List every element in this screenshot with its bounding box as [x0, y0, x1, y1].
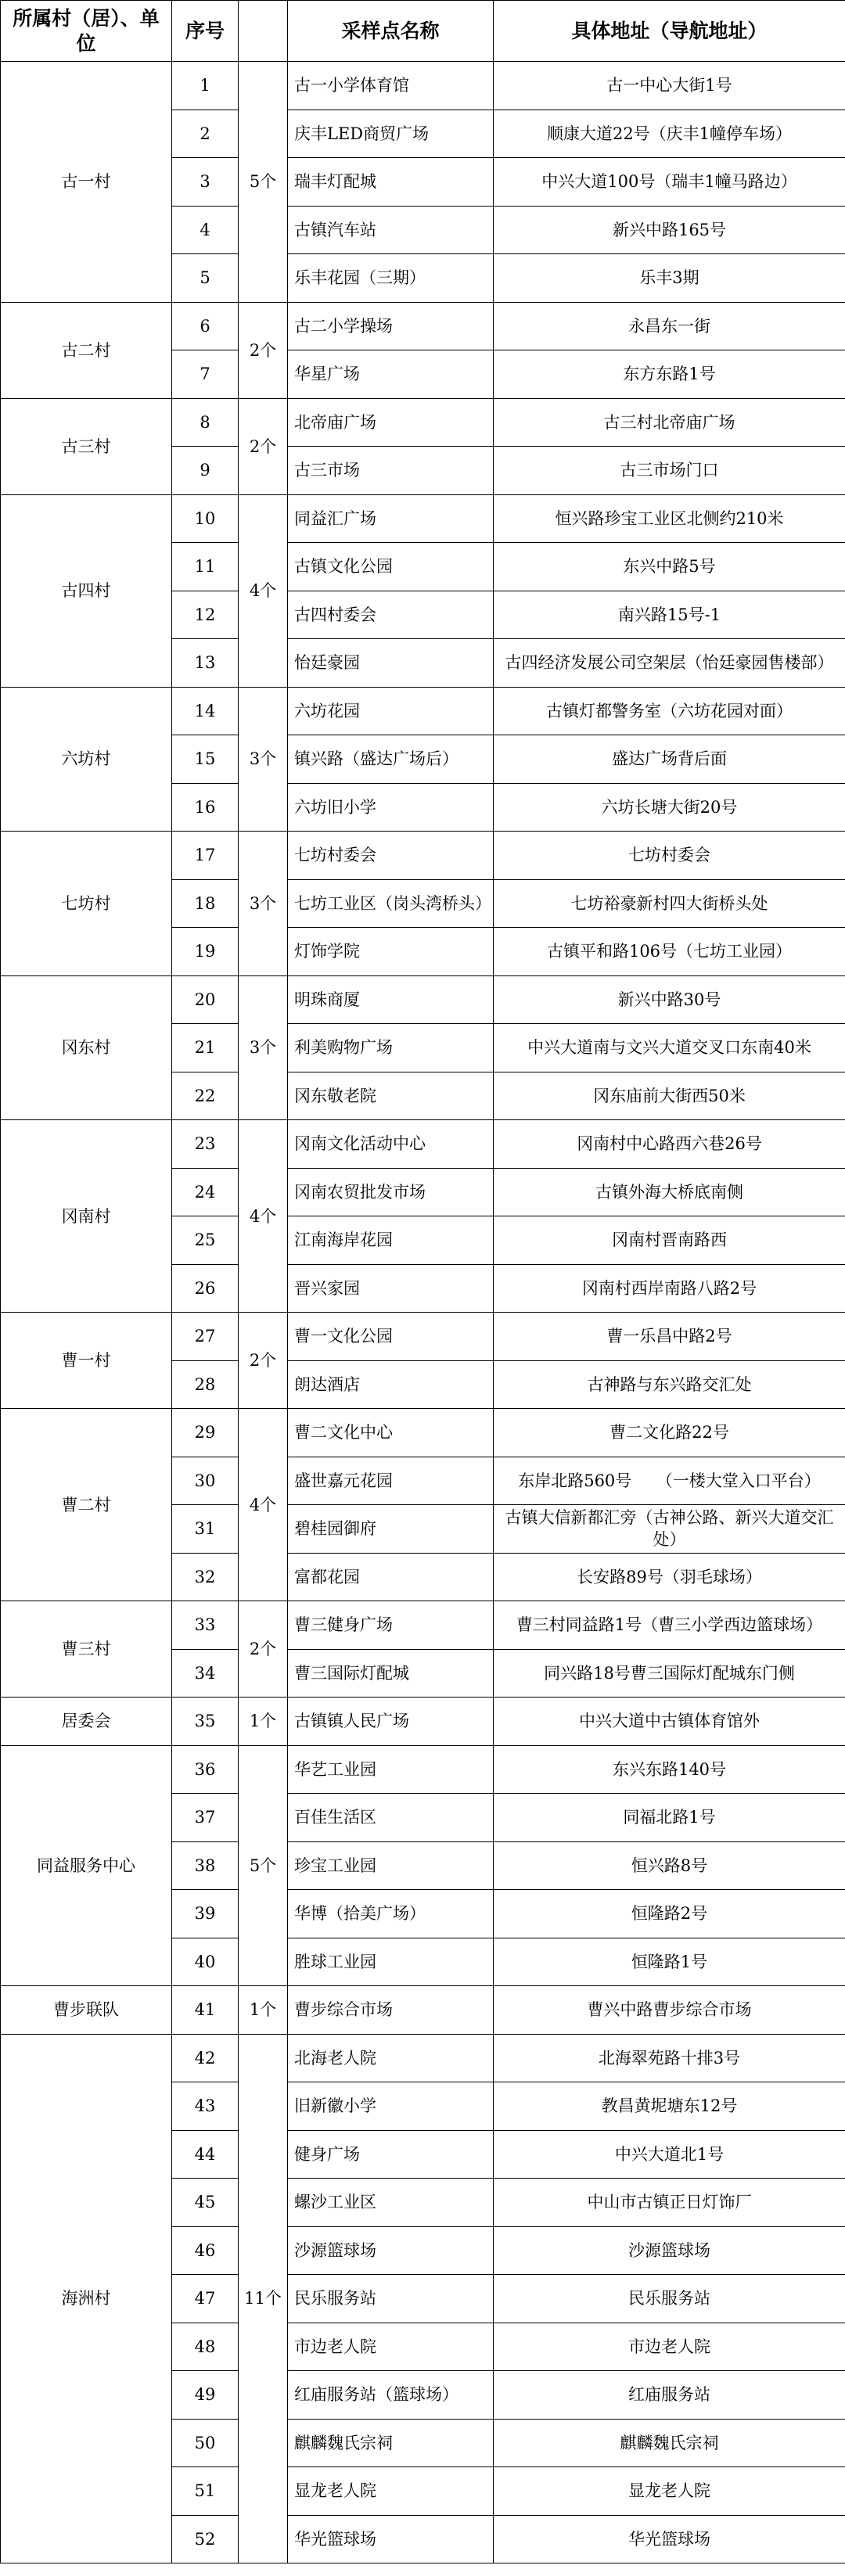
site-name-cell: 华星广场 [288, 350, 494, 399]
site-name-cell: 华博（拾美广场） [288, 1890, 494, 1938]
address-cell: 同兴路18号曹三国际灯配城东门侧 [494, 1649, 845, 1698]
site-count-cell: 2个 [239, 1601, 288, 1698]
address-cell: 顺康大道22号（庆丰1幢停车场） [494, 110, 845, 158]
address-cell: 冈南村晋南路西 [494, 1216, 845, 1265]
seq-cell: 36 [172, 1745, 239, 1794]
address-cell: 古四经济发展公司空架层（怡廷豪园售楼部） [494, 639, 845, 688]
table-row [1, 687, 845, 735]
village-cell: 古二村 [1, 302, 172, 398]
address-cell: 新兴中路165号 [494, 206, 845, 254]
seq-cell: 26 [172, 1264, 239, 1313]
table-row [1, 302, 845, 350]
header-address: 具体地址（导航地址） [494, 1, 845, 62]
seq-cell: 41 [172, 1986, 239, 2035]
site-name-cell: 胜球工业园 [288, 1938, 494, 1986]
address-cell: 曹兴中路曹步综合市场 [494, 1986, 845, 2035]
site-name-cell: 百佳生活区 [288, 1794, 494, 1842]
seq-cell: 35 [172, 1698, 239, 1746]
site-name-cell: 民乐服务站 [288, 2275, 494, 2323]
site-name-cell: 曹二文化中心 [288, 1409, 494, 1457]
address-cell: 古镇灯都警务室（六坊花园对面） [494, 687, 845, 735]
site-name-cell: 盛世嘉元花园 [288, 1457, 494, 1505]
site-name-cell: 市边老人院 [288, 2323, 494, 2371]
site-count-cell: 1个 [239, 1986, 288, 2035]
site-count-cell: 1个 [239, 1698, 288, 1746]
site-name-cell: 瑞丰灯配城 [288, 158, 494, 207]
table-row [1, 398, 845, 447]
header-count [239, 1, 288, 62]
seq-cell: 11 [172, 543, 239, 591]
site-name-cell: 冈东敬老院 [288, 1072, 494, 1120]
seq-cell: 38 [172, 1841, 239, 1890]
address-cell: 同福北路1号 [494, 1794, 845, 1842]
seq-cell: 10 [172, 494, 239, 543]
seq-cell: 37 [172, 1794, 239, 1842]
site-name-cell: 同益汇广场 [288, 494, 494, 543]
site-count-cell: 2个 [239, 302, 288, 398]
site-name-cell: 晋兴家园 [288, 1264, 494, 1313]
site-name-cell: 古镇镇人民广场 [288, 1698, 494, 1746]
site-name-cell: 北帝庙广场 [288, 398, 494, 447]
address-cell: 新兴中路30号 [494, 975, 845, 1024]
site-name-cell: 红庙服务站（篮球场） [288, 2371, 494, 2420]
seq-cell: 4 [172, 206, 239, 254]
address-cell: 麒麟魏氏宗祠 [494, 2419, 845, 2467]
address-cell: 沙源篮球场 [494, 2226, 845, 2275]
address-cell: 中兴大道南与文兴大道交叉口东南40米 [494, 1024, 845, 1072]
site-count-cell: 3个 [239, 832, 288, 976]
address-cell: 古镇大信新都汇旁（古神公路、新兴大道交汇处） [494, 1505, 845, 1554]
site-name-cell: 曹一文化公园 [288, 1313, 494, 1361]
site-name-cell: 怡廷豪园 [288, 639, 494, 688]
site-name-cell: 朗达酒店 [288, 1360, 494, 1409]
seq-cell: 9 [172, 447, 239, 495]
address-cell: 中山市古镇正日灯饰厂 [494, 2179, 845, 2227]
site-count-cell: 4个 [239, 1120, 288, 1313]
seq-cell: 12 [172, 591, 239, 639]
seq-cell: 47 [172, 2275, 239, 2323]
village-cell: 曹步联队 [1, 1986, 172, 2035]
address-cell: 民乐服务站 [494, 2275, 845, 2323]
site-name-cell: 珍宝工业园 [288, 1841, 494, 1890]
address-cell: 曹一乐昌中路2号 [494, 1313, 845, 1361]
table-row [1, 62, 845, 110]
address-cell: 盛达广场背后面 [494, 735, 845, 784]
seq-cell: 23 [172, 1120, 239, 1169]
address-cell: 中兴大道100号（瑞丰1幢马路边） [494, 158, 845, 207]
seq-cell: 39 [172, 1890, 239, 1938]
address-cell: 七坊裕豪新村四大街桥头处 [494, 879, 845, 928]
site-name-cell: 显龙老人院 [288, 2467, 494, 2516]
address-cell: 中兴大道中古镇体育馆外 [494, 1698, 845, 1746]
seq-cell: 20 [172, 975, 239, 1024]
site-name-cell: 冈南文化活动中心 [288, 1120, 494, 1169]
site-count-cell: 2个 [239, 398, 288, 494]
seq-cell: 14 [172, 687, 239, 735]
site-count-cell: 4个 [239, 494, 288, 687]
header-seq: 序号 [172, 1, 239, 62]
village-cell: 居委会 [1, 1698, 172, 1746]
seq-cell: 30 [172, 1457, 239, 1505]
site-count-cell: 11个 [239, 2034, 288, 2563]
village-cell: 曹二村 [1, 1409, 172, 1601]
seq-cell: 18 [172, 879, 239, 928]
table-header-row [1, 1, 845, 62]
site-count-cell: 5个 [239, 62, 288, 303]
table-row [1, 1698, 845, 1746]
village-cell: 七坊村 [1, 832, 172, 976]
site-name-cell: 镇兴路（盛达广场后） [288, 735, 494, 784]
table-row [1, 1986, 845, 2035]
seq-cell: 49 [172, 2371, 239, 2420]
seq-cell: 2 [172, 110, 239, 158]
site-name-cell: 碧桂园御府 [288, 1505, 494, 1554]
address-cell: 长安路89号（羽毛球场） [494, 1553, 845, 1601]
address-cell: 曹二文化路22号 [494, 1409, 845, 1457]
village-cell: 六坊村 [1, 687, 172, 832]
address-cell: 古镇外海大桥底南侧 [494, 1168, 845, 1216]
seq-cell: 52 [172, 2515, 239, 2563]
address-cell: 曹三村同益路1号（曹三小学西边篮球场） [494, 1601, 845, 1650]
site-name-cell: 六坊旧小学 [288, 783, 494, 832]
seq-cell: 19 [172, 928, 239, 976]
address-cell: 南兴路15号-1 [494, 591, 845, 639]
site-count-cell: 3个 [239, 975, 288, 1120]
address-cell: 中兴大道北1号 [494, 2130, 845, 2179]
address-cell: 古神路与东兴路交汇处 [494, 1360, 845, 1409]
address-cell: 古三村北帝庙广场 [494, 398, 845, 447]
seq-cell: 3 [172, 158, 239, 207]
seq-cell: 16 [172, 783, 239, 832]
address-cell: 教昌黄坭塘东12号 [494, 2082, 845, 2131]
site-count-cell: 2个 [239, 1313, 288, 1409]
address-cell: 华光篮球场 [494, 2515, 845, 2563]
address-cell: 东方东路1号 [494, 350, 845, 399]
table-row [1, 2034, 845, 2082]
seq-cell: 50 [172, 2419, 239, 2467]
address-cell: 恒隆路2号 [494, 1890, 845, 1938]
site-name-cell: 江南海岸花园 [288, 1216, 494, 1265]
site-name-cell: 乐丰花园（三期） [288, 254, 494, 303]
seq-cell: 7 [172, 350, 239, 399]
table-row [1, 1120, 845, 1169]
site-name-cell: 古四村委会 [288, 591, 494, 639]
address-cell: 古三市场门口 [494, 447, 845, 495]
seq-cell: 13 [172, 639, 239, 688]
address-cell: 显龙老人院 [494, 2467, 845, 2516]
site-count-cell: 3个 [239, 687, 288, 832]
site-name-cell: 庆丰LED商贸广场 [288, 110, 494, 158]
seq-cell: 8 [172, 398, 239, 447]
site-name-cell: 灯饰学院 [288, 928, 494, 976]
site-name-cell: 古三市场 [288, 447, 494, 495]
address-cell: 冈南村中心路西六巷26号 [494, 1120, 845, 1169]
site-name-cell: 古一小学体育馆 [288, 62, 494, 110]
seq-cell: 28 [172, 1360, 239, 1409]
site-count-cell: 5个 [239, 1745, 288, 1986]
seq-cell: 43 [172, 2082, 239, 2131]
seq-cell: 46 [172, 2226, 239, 2275]
seq-cell: 1 [172, 62, 239, 110]
village-cell: 曹三村 [1, 1601, 172, 1698]
table-row [1, 1601, 845, 1650]
village-cell: 古四村 [1, 494, 172, 687]
seq-cell: 6 [172, 302, 239, 350]
header-site-name: 采样点名称 [288, 1, 494, 62]
site-name-cell: 华光篮球场 [288, 2515, 494, 2563]
address-cell: 永昌东一街 [494, 302, 845, 350]
site-name-cell: 华艺工业园 [288, 1745, 494, 1794]
seq-cell: 15 [172, 735, 239, 784]
seq-cell: 33 [172, 1601, 239, 1650]
seq-cell: 24 [172, 1168, 239, 1216]
table-row [1, 1313, 845, 1361]
site-count-cell: 4个 [239, 1409, 288, 1601]
site-name-cell: 利美购物广场 [288, 1024, 494, 1072]
village-cell: 冈东村 [1, 975, 172, 1120]
site-name-cell: 六坊花园 [288, 687, 494, 735]
seq-cell: 17 [172, 832, 239, 880]
site-name-cell: 富都花园 [288, 1553, 494, 1601]
seq-cell: 34 [172, 1649, 239, 1698]
site-name-cell: 沙源篮球场 [288, 2226, 494, 2275]
site-name-cell: 麒麟魏氏宗祠 [288, 2419, 494, 2467]
address-cell: 恒兴路珍宝工业区北侧约210米 [494, 494, 845, 543]
address-cell: 市边老人院 [494, 2323, 845, 2371]
village-cell: 古三村 [1, 398, 172, 494]
address-cell: 乐丰3期 [494, 254, 845, 303]
address-cell: 东岸北路560号 （一楼大堂入口平台） [494, 1457, 845, 1505]
site-name-cell: 七坊村委会 [288, 832, 494, 880]
address-cell: 东兴中路5号 [494, 543, 845, 591]
address-cell: 古镇平和路106号（七坊工业园） [494, 928, 845, 976]
address-cell: 古一中心大街1号 [494, 62, 845, 110]
address-cell: 冈东庙前大街西50米 [494, 1072, 845, 1120]
village-cell: 同益服务中心 [1, 1745, 172, 1986]
seq-cell: 32 [172, 1553, 239, 1601]
village-cell: 海洲村 [1, 2034, 172, 2563]
seq-cell: 44 [172, 2130, 239, 2179]
table-row [1, 975, 845, 1024]
site-name-cell: 健身广场 [288, 2130, 494, 2179]
seq-cell: 42 [172, 2034, 239, 2082]
seq-cell: 31 [172, 1505, 239, 1554]
table-row [1, 1409, 845, 1457]
address-cell: 恒兴路8号 [494, 1841, 845, 1890]
address-cell: 冈南村西岸南路八路2号 [494, 1264, 845, 1313]
address-cell: 七坊村委会 [494, 832, 845, 880]
site-name-cell: 曹步综合市场 [288, 1986, 494, 2035]
site-name-cell: 古镇文化公园 [288, 543, 494, 591]
seq-cell: 48 [172, 2323, 239, 2371]
site-name-cell: 古二小学操场 [288, 302, 494, 350]
site-name-cell: 曹三健身广场 [288, 1601, 494, 1650]
address-cell: 恒隆路1号 [494, 1938, 845, 1986]
header-village: 所属村（居）、单位 [1, 1, 172, 62]
address-cell: 红庙服务站 [494, 2371, 845, 2420]
village-cell: 冈南村 [1, 1120, 172, 1313]
address-cell: 六坊长塘大街20号 [494, 783, 845, 832]
site-name-cell: 北海老人院 [288, 2034, 494, 2082]
site-name-cell: 七坊工业区（岗头湾桥头） [288, 879, 494, 928]
site-name-cell: 冈南农贸批发市场 [288, 1168, 494, 1216]
seq-cell: 27 [172, 1313, 239, 1361]
site-name-cell: 曹三国际灯配城 [288, 1649, 494, 1698]
village-cell: 曹一村 [1, 1313, 172, 1409]
address-cell: 东兴东路140号 [494, 1745, 845, 1794]
seq-cell: 40 [172, 1938, 239, 1986]
site-name-cell: 古镇汽车站 [288, 206, 494, 254]
seq-cell: 25 [172, 1216, 239, 1265]
site-name-cell: 旧新徽小学 [288, 2082, 494, 2131]
seq-cell: 5 [172, 254, 239, 303]
seq-cell: 45 [172, 2179, 239, 2227]
address-cell: 北海翠苑路十排3号 [494, 2034, 845, 2082]
site-name-cell: 明珠商厦 [288, 975, 494, 1024]
table-row [1, 832, 845, 880]
seq-cell: 21 [172, 1024, 239, 1072]
table-body [1, 62, 845, 2563]
seq-cell: 51 [172, 2467, 239, 2516]
table-row [1, 1745, 845, 1794]
site-name-cell: 螺沙工业区 [288, 2179, 494, 2227]
table-row [1, 494, 845, 543]
seq-cell: 22 [172, 1072, 239, 1120]
seq-cell: 29 [172, 1409, 239, 1457]
village-cell: 古一村 [1, 62, 172, 303]
